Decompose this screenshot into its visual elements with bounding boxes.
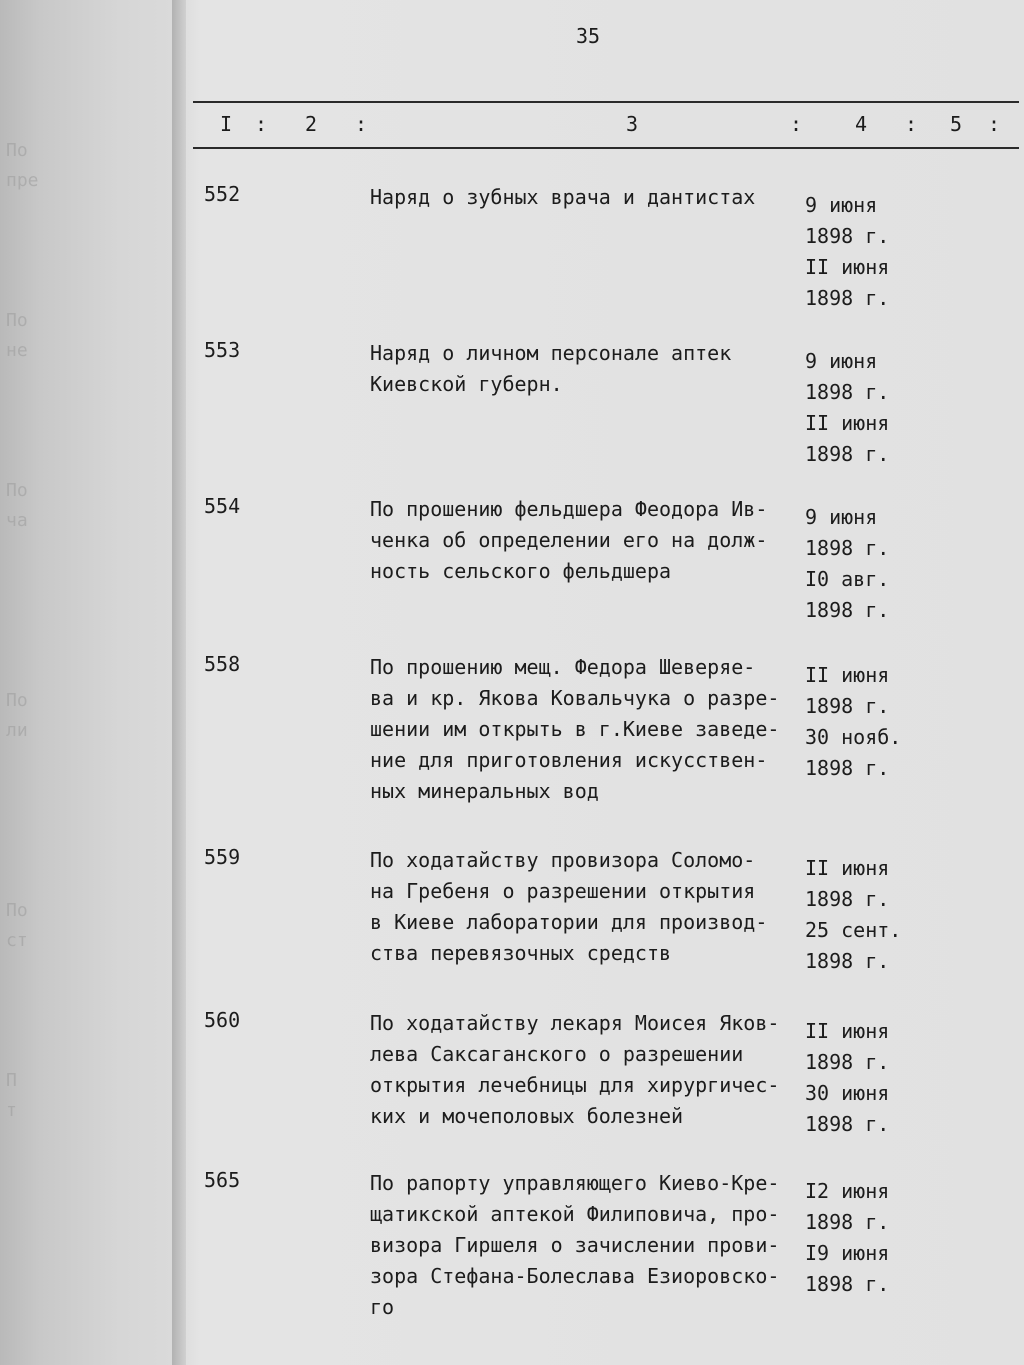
facing-page-bleed: По пре По не По ча По ли По ст П т bbox=[6, 140, 39, 1121]
header-rule-bottom bbox=[193, 147, 1019, 149]
entry-description: По прошению фельдшера Феодора Ив- ченка об определении его на долж- ность сельского фельдшера bbox=[370, 497, 768, 583]
column-header-1: I bbox=[220, 112, 235, 136]
entry-number: 558 bbox=[204, 652, 241, 676]
entry-number: 552 bbox=[204, 182, 241, 206]
entry-number: 554 bbox=[204, 494, 241, 518]
entry-description: По ходатайству провизора Соломо- на Гребеня о разрешении открытия в Киеве лаборатории для производ- ства перевязочных средств bbox=[370, 848, 768, 965]
entry-description: По рапорту управляющего Киево-Кре- щатикской аптекой Филиповича, про- визора Гиршеля о зачислении прови- зора Стефана-Болеслава Езиоровско- го bbox=[370, 1171, 780, 1319]
column-header-3: 3 bbox=[626, 112, 641, 136]
column-header-4: 4 bbox=[855, 112, 870, 136]
column-header-2: 2 bbox=[305, 112, 320, 136]
column-separator: : bbox=[790, 112, 805, 136]
entry-number: 560 bbox=[204, 1008, 241, 1032]
entry-description: По прошению мещ. Федора Шеверяе- ва и кр. Якова Ковальчука о разре- шении им открыть в г.Киеве заведе- ние для приготовления искусствен- ных минеральных вод bbox=[370, 655, 780, 803]
header-rule-top bbox=[193, 101, 1019, 103]
column-separator: : bbox=[355, 112, 370, 136]
entry-dates: II июня 1898 г. 25 сент. 1898 г. bbox=[805, 856, 902, 973]
column-header-5: 5 bbox=[950, 112, 965, 136]
entry-dates: I2 июня 1898 г. I9 июня 1898 г. bbox=[805, 1179, 890, 1296]
entry-dates: II июня 1898 г. 30 июня 1898 г. bbox=[805, 1019, 890, 1136]
page-number: 35 bbox=[576, 24, 601, 48]
entry-description: По ходатайству лекаря Моисея Яков- лева Саксаганского о разрешении открытия лечебницы для хирургичес- ких и мочеполовых болезней bbox=[370, 1011, 780, 1128]
entry-number: 565 bbox=[204, 1168, 241, 1192]
entry-number: 553 bbox=[204, 338, 241, 362]
entry-description: Наряд о личном персонале аптек Киевской губерн. bbox=[370, 341, 732, 396]
entry-dates: 9 июня 1898 г. II июня 1898 г. bbox=[805, 349, 890, 466]
column-separator: : bbox=[255, 112, 270, 136]
column-separator: : bbox=[988, 112, 1003, 136]
entry-dates: II июня 1898 г. 30 нояб. 1898 г. bbox=[805, 663, 902, 780]
entry-description: Наряд о зубных врача и дантистах bbox=[370, 185, 756, 209]
book-spine-shadow bbox=[172, 0, 186, 1365]
entry-dates: 9 июня 1898 г. II июня 1898 г. bbox=[805, 193, 890, 310]
entry-number: 559 bbox=[204, 845, 241, 869]
column-separator: : bbox=[905, 112, 920, 136]
entry-dates: 9 июня 1898 г. I0 авг. 1898 г. bbox=[805, 505, 890, 622]
